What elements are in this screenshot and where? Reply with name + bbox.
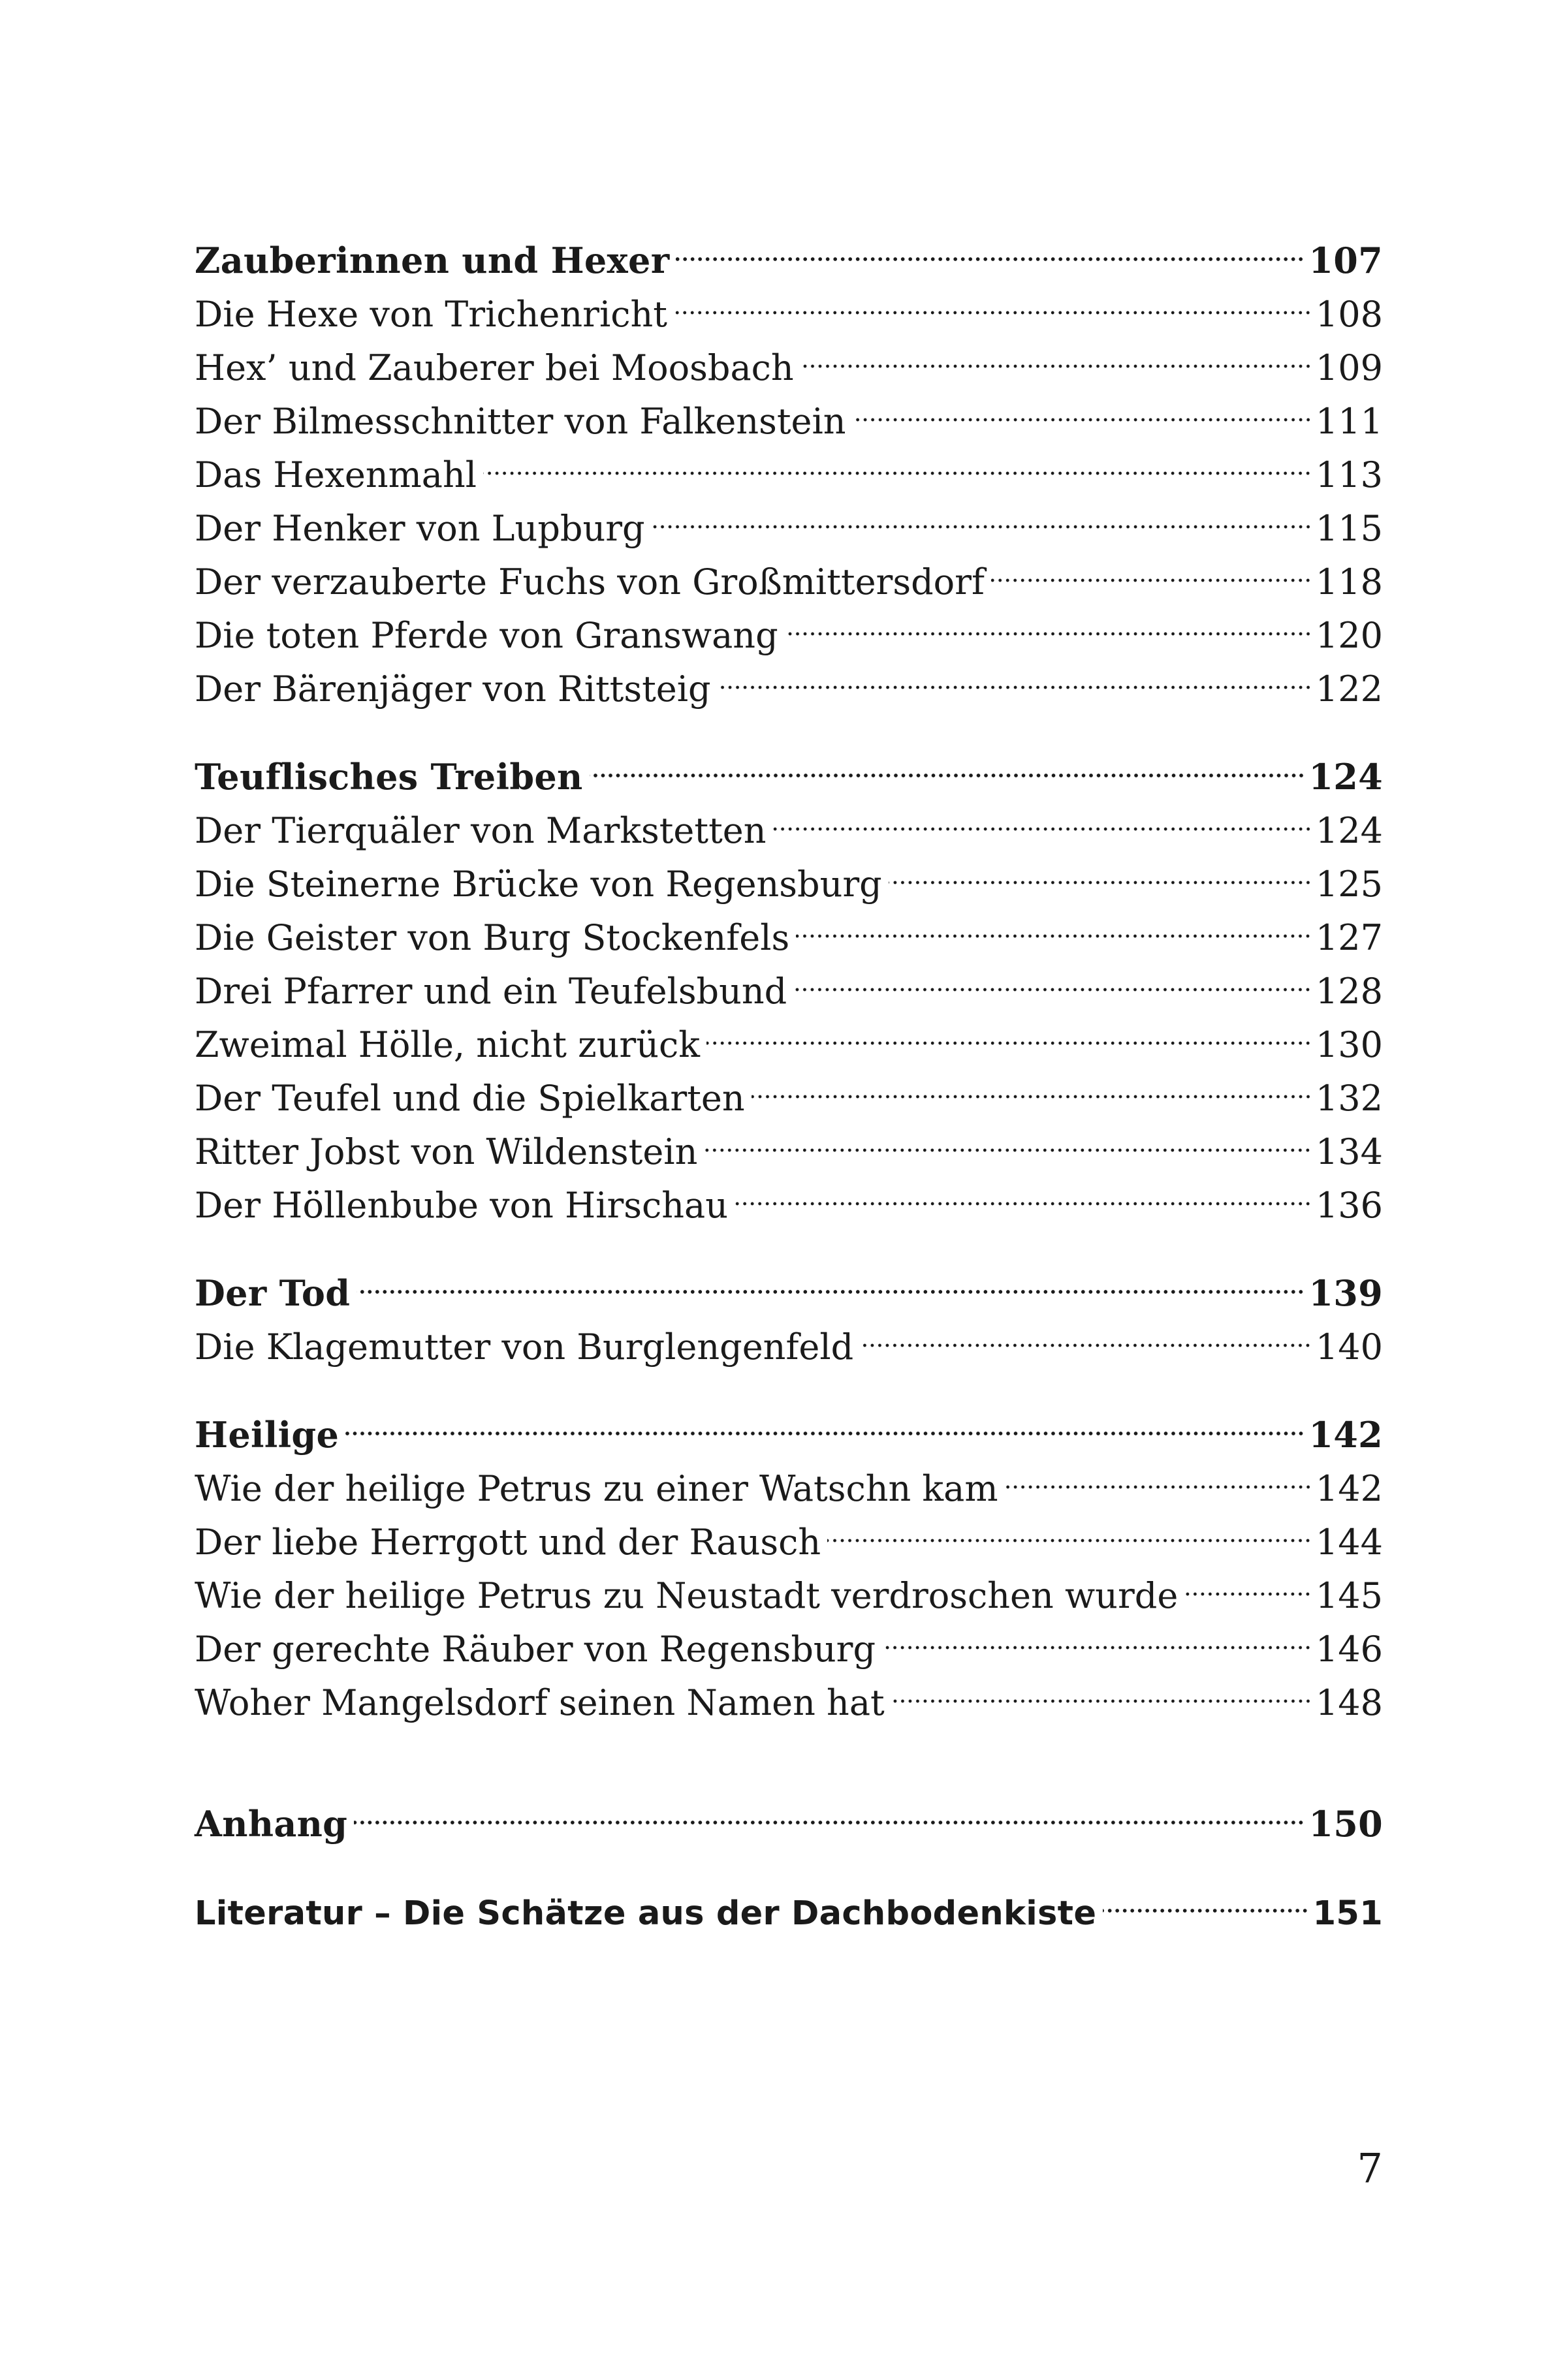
toc-entry-page: 127: [1315, 917, 1383, 958]
toc-heading-anhang[interactable]: [195, 1783, 1383, 1845]
toc-entry-title: Der liebe Herrgott und der Rausch: [195, 1522, 821, 1563]
table-of-contents: [195, 219, 1383, 1933]
toc-entry-page: 134: [1315, 1131, 1383, 1172]
toc-heading-page: 150: [1308, 1803, 1383, 1845]
toc-heading-literatur[interactable]: [195, 1871, 1383, 1933]
toc-entry-page: 142: [1315, 1468, 1383, 1509]
dot-leader: [483, 433, 1312, 487]
toc-entry-title: Der Bärenjäger von Rittsteig: [195, 668, 711, 710]
toc-heading-page: 151: [1312, 1894, 1383, 1933]
dot-leader: [785, 594, 1312, 648]
toc-heading[interactable]: [195, 219, 1383, 281]
toc-heading[interactable]: [195, 1394, 1383, 1456]
toc-entry[interactable]: [195, 1447, 1383, 1509]
toc-heading-title: Der Tod: [195, 1272, 351, 1314]
toc-entry-page: 132: [1315, 1078, 1383, 1119]
toc-entry-page: 140: [1315, 1326, 1383, 1368]
toc-entry-title: Der Henker von Lupburg: [195, 508, 645, 549]
toc-entry-title: Die Klagemutter von Burglengenfeld: [195, 1326, 854, 1368]
dot-leader: [1103, 1871, 1308, 1924]
toc-entry-title: Die Steinerne Brücke von Regensburg: [195, 864, 882, 905]
dot-leader: [735, 1164, 1312, 1217]
toc-heading-title: Teuflisches Treiben: [195, 756, 583, 798]
toc-entry-title: Die toten Pferde von Granswang: [195, 615, 778, 656]
dot-leader: [889, 843, 1312, 896]
toc-section-zauberinnen: [195, 219, 1383, 710]
toc-entry-page: 128: [1315, 971, 1383, 1012]
dot-leader: [991, 540, 1312, 594]
toc-entry-page: 146: [1315, 1629, 1383, 1670]
toc-entry-page: 108: [1315, 294, 1383, 335]
toc-heading-page: 139: [1308, 1272, 1383, 1314]
dot-leader: [1184, 1554, 1312, 1608]
toc-entry-page: 115: [1315, 508, 1383, 549]
dot-leader: [891, 1661, 1312, 1715]
toc-entry-page: 130: [1315, 1024, 1383, 1065]
dot-leader: [356, 1252, 1305, 1306]
toc-entry-title: Der Teufel und die Spielkarten: [195, 1078, 745, 1119]
toc-section-tod: [195, 1252, 1383, 1368]
toc-heading-title: Zauberinnen und Hexer: [195, 240, 670, 281]
dot-leader: [827, 1501, 1312, 1554]
dot-leader: [1005, 1447, 1312, 1501]
toc-entry-title: Die Hexe von Trichenricht: [195, 294, 667, 335]
toc-section-heilige: [195, 1394, 1383, 1723]
toc-entry-title: Drei Pfarrer und ein Teufelsbund: [195, 971, 787, 1012]
section-spacer: [195, 1836, 1383, 1871]
toc-entry-page: 113: [1315, 454, 1383, 495]
dot-leader: [652, 487, 1312, 540]
toc-entry-title: Der verzauberte Fuchs von Großmittersdorf: [195, 561, 985, 603]
toc-entry-page: 109: [1315, 347, 1383, 388]
toc-entry-title: Der Bilmesschnitter von Falkenstein: [195, 401, 846, 442]
toc-entry-page: 144: [1315, 1522, 1383, 1563]
dot-leader: [674, 273, 1312, 326]
toc-entry-title: Der gerechte Räuber von Regensburg: [195, 1629, 876, 1670]
dot-leader: [793, 950, 1312, 1003]
dot-leader: [706, 1003, 1312, 1057]
dot-leader: [800, 326, 1312, 380]
toc-entry-title: Woher Mangelsdorf seinen Namen hat: [195, 1682, 885, 1723]
toc-section-teuflisches: [195, 736, 1383, 1226]
toc-entry-page: 125: [1315, 864, 1383, 905]
dot-leader: [676, 219, 1305, 273]
page-number: 7: [1357, 2144, 1383, 2192]
toc-heading-page: 142: [1308, 1414, 1383, 1456]
dot-leader: [796, 896, 1312, 950]
toc-entry-page: 120: [1315, 615, 1383, 656]
toc-entry-title: Wie der heilige Petrus zu Neustadt verdroschen wurde: [195, 1575, 1179, 1616]
toc-entry-title: Wie der heilige Petrus zu einer Watschn kam: [195, 1468, 998, 1509]
dot-leader: [704, 1110, 1312, 1164]
toc-entry-title: Ritter Jobst von Wildenstein: [195, 1131, 698, 1172]
toc-entry-page: 122: [1315, 668, 1383, 710]
toc-entry-title: Der Tierquäler von Markstetten: [195, 810, 767, 851]
toc-entry-title: Hex’ und Zauberer bei Moosbach: [195, 347, 794, 388]
toc-heading-page: 107: [1308, 240, 1383, 281]
toc-heading[interactable]: [195, 1252, 1383, 1314]
dot-leader: [853, 380, 1312, 433]
dot-leader: [590, 736, 1305, 789]
dot-leader: [860, 1306, 1312, 1359]
dot-leader: [773, 789, 1312, 843]
toc-heading-title: Literatur – Die Schätze aus der Dachbodenkiste: [195, 1894, 1097, 1933]
toc-heading-title: Heilige: [195, 1414, 340, 1456]
toc-entry-title: Die Geister von Burg Stockenfels: [195, 917, 790, 958]
dot-leader: [752, 1057, 1312, 1110]
toc-entry-page: 124: [1315, 810, 1383, 851]
toc-heading-page: 124: [1308, 756, 1383, 798]
toc-heading-title: Anhang: [195, 1803, 348, 1845]
toc-entry-page: 148: [1315, 1682, 1383, 1723]
toc-entry-title: Das Hexenmahl: [195, 454, 477, 495]
toc-entry[interactable]: [195, 1306, 1383, 1368]
toc-entry-page: 145: [1315, 1575, 1383, 1616]
toc-entry-page: 118: [1315, 561, 1383, 603]
toc-entry-title: Der Höllenbube von Hirschau: [195, 1185, 728, 1226]
toc-entry-page: 111: [1315, 401, 1383, 442]
dot-leader: [718, 648, 1312, 701]
dot-leader: [882, 1608, 1312, 1661]
dot-leader: [354, 1783, 1305, 1836]
dot-leader: [345, 1394, 1305, 1447]
toc-heading[interactable]: [195, 736, 1383, 798]
toc-entry-title: Zweimal Hölle, nicht zurück: [195, 1024, 700, 1065]
toc-entry-page: 136: [1315, 1185, 1383, 1226]
